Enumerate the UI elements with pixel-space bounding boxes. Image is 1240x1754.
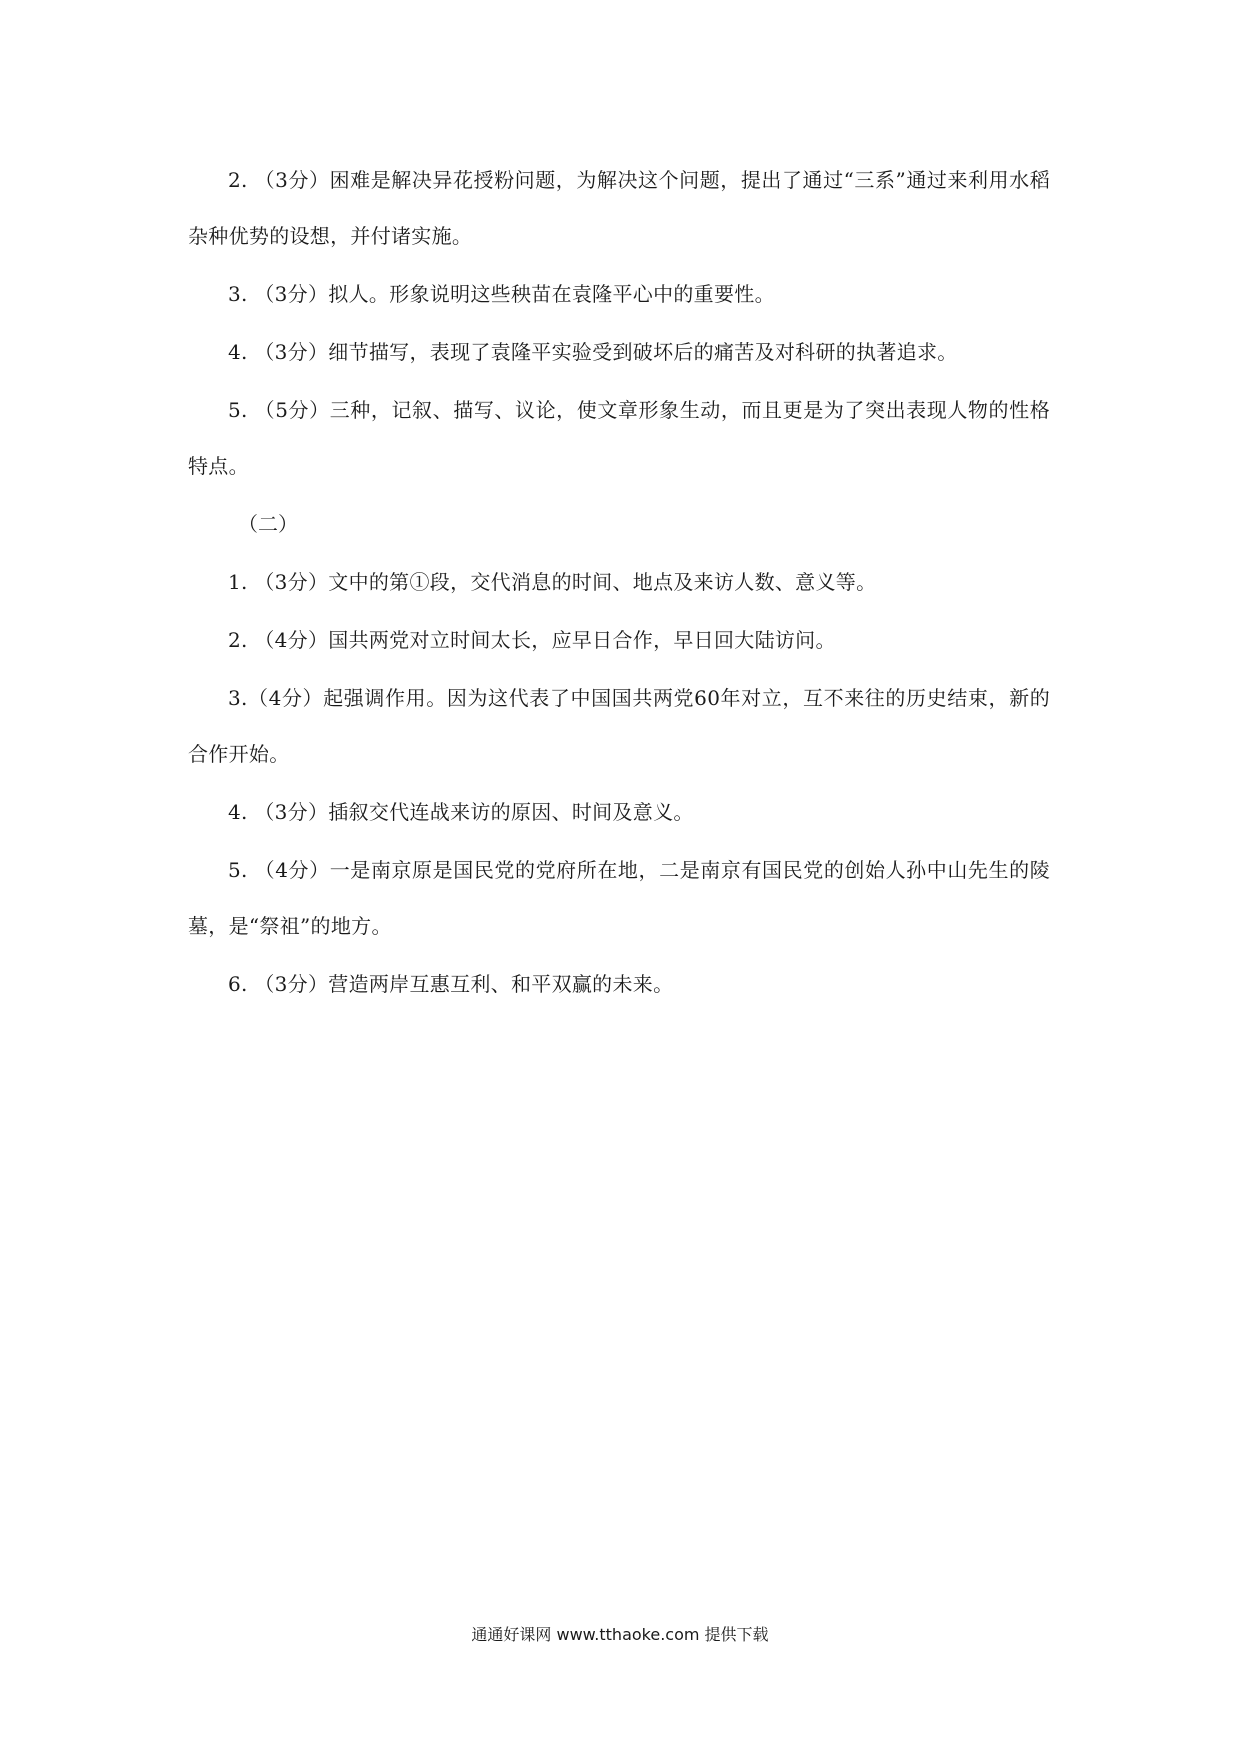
answer-item: 5. （5分）三种，记叙、描写、议论，使文章形象生动，而且更是为了突出表现人物的性格特点。 <box>188 398 1050 478</box>
answer-item: 1. （3分）文中的第①段，交代消息的时间、地点及来访人数、意义等。 <box>228 570 877 594</box>
answer-content <box>188 152 1050 1014</box>
answer-item: 3. （3分）拟人。形象说明这些秧苗在袁隆平心中的重要性。 <box>228 282 775 306</box>
answer-item: 6. （3分）营造两岸互惠互利、和平双赢的未来。 <box>228 972 674 996</box>
answer-item: 4. （3分）细节描写，表现了袁隆平实验受到破坏后的痛苦及对科研的执著追求。 <box>228 340 958 364</box>
answer-item: 2. （4分）国共两党对立时间太长，应早日合作，早日回大陆访问。 <box>228 628 836 652</box>
page-footer: 通通好课网 www.tthaoke.com 提供下载 <box>471 1625 769 1644</box>
section-heading: （二） <box>238 512 298 536</box>
answer-item: 5. （4分）一是南京原是国民党的党府所在地，二是南京有国民党的创始人孙中山先生的陵墓，是“祭祖”的地方。 <box>188 858 1050 938</box>
answer-item: 3.（4分）起强调作用。因为这代表了中国国共两党60年对立，互不来往的历史结束，新的合作开始。 <box>188 686 1050 766</box>
answer-item: 4. （3分）插叙交代连战来访的原因、时间及意义。 <box>228 800 694 824</box>
answer-item: 2. （3分）困难是解决异花授粉问题，为解决这个问题，提出了通过“三系”通过来利用水稻杂种优势的设想，并付诸实施。 <box>188 168 1050 248</box>
